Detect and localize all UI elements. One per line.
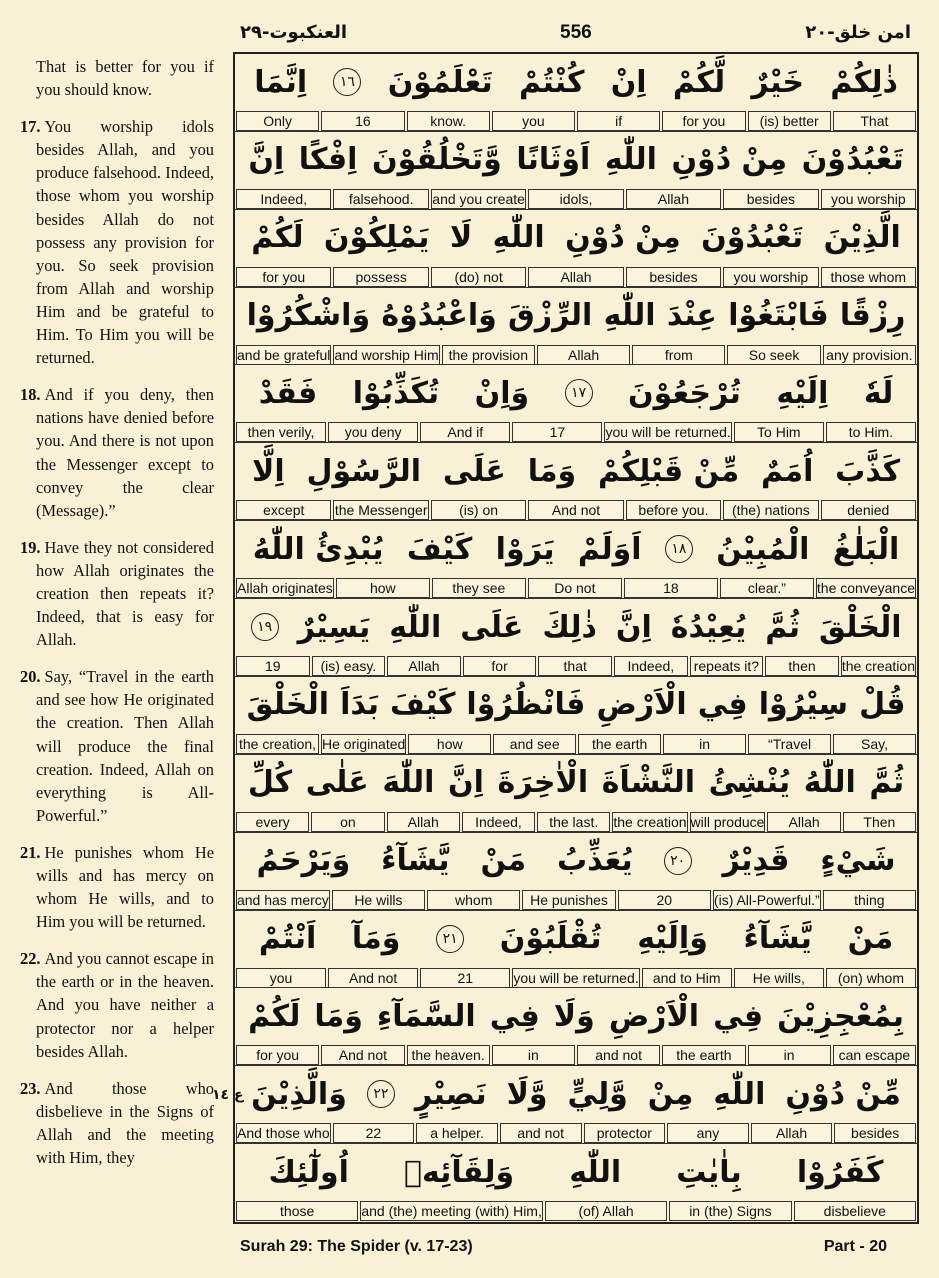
arabic-word: يَّشَآءُ <box>743 921 812 957</box>
arabic-text-row <box>235 210 917 266</box>
verse-line <box>235 911 917 989</box>
english-gloss-cell: then <box>765 656 839 676</box>
english-gloss-cell: any <box>667 1123 749 1143</box>
english-gloss-cell: those <box>236 1201 358 1221</box>
translation-text: And if you deny, then nations have denied before you. And there is not upon the Messenger except to convey the clear (Message).” <box>36 385 214 520</box>
arabic-word: اللّٰهَ <box>382 765 435 801</box>
arabic-word: اللّٰهِ <box>604 142 657 178</box>
english-gloss-cell: for <box>463 656 537 676</box>
english-gloss-cell: and worship Him <box>334 346 439 363</box>
footer-surah-title: Surah 29: The Spider (v. 17-23) <box>240 1238 473 1255</box>
english-gloss-cell: every <box>236 812 309 832</box>
english-gloss-cell: Allah <box>751 1123 833 1143</box>
arabic-text-row <box>235 988 917 1044</box>
translation-paragraph <box>20 947 214 1062</box>
verse-line <box>235 210 917 288</box>
english-gloss-cell: possess <box>333 267 428 287</box>
arabic-word: تُكَذِّبُوْا <box>352 375 440 411</box>
arabic-word: تَعْبُدُوْنَ <box>701 220 804 256</box>
english-gloss-row <box>235 890 917 910</box>
translation-text: And you cannot escape in the earth or in the heaven. And you have neither a protector nor a helper besides Allah. <box>36 949 214 1061</box>
english-gloss-row <box>235 578 917 598</box>
english-gloss-cell: you worship <box>723 267 818 287</box>
english-gloss-cell: those whom <box>821 267 916 287</box>
english-gloss-cell: Allah <box>537 345 630 365</box>
ayah-number-marker: ١٦ <box>333 68 361 96</box>
verse-line <box>235 677 917 755</box>
english-gloss-cell: (on) whom <box>826 968 916 988</box>
arabic-word: وَّتَخْلُقُوْنَ <box>371 142 502 178</box>
english-gloss-cell: the provision <box>442 345 535 365</box>
english-gloss-cell: besides <box>834 1123 916 1143</box>
english-gloss-cell: in <box>748 1045 831 1065</box>
english-gloss-cell: disbelieve <box>794 1201 916 1221</box>
english-gloss-cell: And if <box>420 422 510 442</box>
english-gloss-cell: besides <box>723 189 818 209</box>
english-gloss-cell: (the) nations <box>723 500 818 520</box>
arabic-word: اُولٰٓئِكَ <box>268 1154 349 1190</box>
arabic-word: وَلِقَآئِهٖ <box>403 1154 515 1190</box>
english-gloss-cell: And not <box>328 968 418 988</box>
english-gloss-row <box>235 111 917 131</box>
arabic-word: عِنْدَ <box>666 298 717 334</box>
arabic-word: الَّذِيْنَ <box>823 220 901 256</box>
english-gloss-cell: So seek <box>727 345 820 365</box>
verse-number: 17. <box>20 117 41 137</box>
ayah-number-marker: ٢١ <box>436 925 464 953</box>
arabic-word: اِلَّا <box>252 453 285 489</box>
verse-number: 20. <box>20 667 41 687</box>
arabic-word: لَكُمْ <box>248 998 301 1034</box>
arabic-word: اِفْكًا <box>298 142 358 178</box>
english-gloss-cell: the Messenger <box>334 502 428 519</box>
translation-text: And those who disbelieve in the Signs of Allah and the meeting with Him, they <box>36 1078 214 1168</box>
english-gloss-cell: you deny <box>328 422 418 442</box>
arabic-text-row <box>235 911 917 967</box>
english-gloss-cell: the creation, <box>236 734 319 754</box>
verse-number: 22. <box>20 949 41 969</box>
arabic-word: وَيَرْحَمُ <box>256 843 351 879</box>
arabic-word: شَيْءٍ <box>820 843 896 879</box>
english-gloss-cell: Allah <box>528 267 623 287</box>
english-gloss-cell: if <box>577 111 660 131</box>
translation-text: That is better for you if you should know. <box>36 57 214 100</box>
english-gloss-row <box>235 1201 917 1221</box>
english-gloss-cell: the earth <box>662 1045 745 1065</box>
english-gloss-cell: before you. <box>626 500 721 520</box>
arabic-text-row <box>235 288 917 344</box>
arabic-word: اِنَّمَا <box>254 64 308 100</box>
arabic-word: فَقَدْ <box>258 375 318 411</box>
english-gloss-cell: whom <box>427 890 520 910</box>
arabic-word: يَرَوْا <box>495 531 555 567</box>
arabic-word: ثُمَّ <box>869 765 905 801</box>
english-gloss-cell: you <box>236 968 326 988</box>
english-gloss-cell: besides <box>626 267 721 287</box>
arabic-text-row <box>235 1144 917 1200</box>
arabic-word: بِمُعْجِزِيْنَ <box>777 998 904 1034</box>
english-gloss-cell: Indeed, <box>614 656 688 676</box>
arabic-text-row <box>235 132 917 188</box>
arabic-word: خَيْرٌ <box>751 64 804 100</box>
verse-line <box>235 365 917 443</box>
english-gloss-cell: protector <box>584 1123 666 1143</box>
arabic-word: اَوْثَانًا <box>516 142 591 178</box>
arabic-word: فَانْظُرُوْا <box>466 687 586 723</box>
english-gloss-cell: Only <box>236 111 319 131</box>
english-gloss-cell: 22 <box>333 1123 415 1143</box>
english-gloss-cell: then verily, <box>236 422 326 442</box>
header-part-name: امن خلق-٢٠ <box>805 22 911 43</box>
arabic-word: نَصِيْرٍ <box>414 1076 487 1112</box>
arabic-word: الْاَرْضِ <box>608 998 700 1034</box>
arabic-word: كُنْتُمْ <box>518 64 585 100</box>
english-gloss-cell: and not <box>577 1045 660 1065</box>
english-gloss-cell: know. <box>407 111 490 131</box>
arabic-word: اِنَّ <box>248 142 285 178</box>
arabic-word: اَوَلَمْ <box>577 531 642 567</box>
english-gloss-cell: the creation <box>841 658 915 675</box>
verse-line <box>235 288 917 366</box>
arabic-word: فَابْتَغُوْا <box>728 298 829 334</box>
english-gloss-cell: for you <box>236 1045 319 1065</box>
english-gloss-cell: in (the) Signs <box>669 1201 791 1221</box>
arabic-word: فِي <box>713 998 764 1034</box>
arabic-text-row <box>235 833 917 889</box>
arabic-word: فِي <box>489 998 540 1034</box>
arabic-word: مِنْ <box>647 1076 694 1112</box>
english-gloss-cell: a helper. <box>416 1123 498 1143</box>
arabic-word: اللّٰهِ <box>389 609 442 645</box>
arabic-word: يُنْشِئُ <box>708 765 791 801</box>
header-surah-name: العنكبوت-٢٩ <box>240 22 348 43</box>
english-gloss-cell: the heaven. <box>407 1045 490 1065</box>
arabic-text-row <box>235 677 917 733</box>
arabic-word: فِي <box>697 687 748 723</box>
arabic-word: وَمَا <box>314 998 363 1034</box>
english-gloss-cell: Do not <box>528 578 622 598</box>
english-gloss-cell: Allah <box>767 812 840 832</box>
english-gloss-row <box>235 812 917 832</box>
arabic-word: وَّلِيٍّ <box>567 1076 628 1112</box>
ayah-number-marker: ١٩ <box>251 613 279 641</box>
english-gloss-cell: (is) better <box>748 111 831 131</box>
english-gloss-cell: on <box>311 812 384 832</box>
english-gloss-cell: the conveyance <box>816 580 915 597</box>
arabic-word: مِّنْ دُوْنِ <box>785 1076 902 1112</box>
arabic-text-row <box>235 443 917 499</box>
arabic-text-row <box>235 365 917 421</box>
english-gloss-cell: He originated <box>322 735 406 752</box>
english-gloss-cell: He punishes <box>522 890 615 910</box>
arabic-word: مَنْ <box>480 843 527 879</box>
arabic-word: اِلَيْهِ <box>776 375 829 411</box>
arabic-word: سِيْرُوْا <box>758 687 849 723</box>
english-gloss-cell: Say, <box>833 734 916 754</box>
verse-line <box>235 521 917 599</box>
english-gloss-cell: Then <box>843 812 916 832</box>
arabic-word: الْاَرْضِ <box>596 687 687 723</box>
english-gloss-cell: for you <box>236 267 331 287</box>
english-gloss-cell: Allah <box>626 189 721 209</box>
arabic-word: عَلَى <box>442 453 506 489</box>
arabic-word: وَمَا <box>527 453 577 489</box>
arabic-word: اُمَمٌ <box>760 453 814 489</box>
english-gloss-cell: from <box>632 345 725 365</box>
translation-paragraph <box>20 383 214 522</box>
ayah-number-marker: ١٨ <box>665 535 693 563</box>
arabic-text-row <box>235 521 917 577</box>
english-gloss-cell: clear.” <box>720 578 814 598</box>
word-by-word-panel <box>233 52 919 1224</box>
verse-number: 19. <box>20 537 41 557</box>
arabic-word: ثُمَّ <box>765 609 801 645</box>
english-gloss-cell: He wills <box>332 890 425 910</box>
translation-paragraph <box>20 536 214 651</box>
arabic-word: مَنْ <box>847 921 894 957</box>
verse-number: 18. <box>20 385 41 405</box>
arabic-word: مِنْ دُوْنِ <box>671 142 788 178</box>
verse-number: 21. <box>20 842 41 862</box>
arabic-word: قُلْ <box>859 687 906 723</box>
english-gloss-cell: you will be returned. <box>513 969 639 986</box>
arabic-word: تُقْلَبُوْنَ <box>499 921 602 957</box>
arabic-word: تَعْلَمُوْنَ <box>387 64 493 100</box>
arabic-word: عَلٰى <box>305 765 369 801</box>
english-gloss-cell: idols, <box>528 189 623 209</box>
arabic-word: وَلَا <box>553 998 595 1034</box>
translation-text: He punishes whom He wills and has mercy on whom He wills, and to Him you will be returned. <box>36 842 214 932</box>
translation-paragraph <box>20 665 214 827</box>
arabic-word: اِنَّ <box>448 765 484 801</box>
arabic-word: الْمُبِيْنُ <box>716 531 810 567</box>
arabic-word: اللّٰهِ <box>713 1076 766 1112</box>
english-gloss-cell: To Him <box>734 422 824 442</box>
english-gloss-row <box>235 500 917 520</box>
verse-line <box>235 599 917 677</box>
arabic-word: وَاِنْ <box>474 375 530 411</box>
arabic-word: الرِّزْقَ <box>508 298 593 334</box>
english-gloss-row <box>235 1045 917 1065</box>
english-gloss-cell: Allah originates <box>237 580 333 597</box>
english-gloss-row <box>235 1123 917 1143</box>
arabic-word: كُلِّ <box>247 765 293 801</box>
footer-part: Part - 20 <box>823 1238 887 1255</box>
english-gloss-cell: 20 <box>618 890 711 910</box>
arabic-word: الْبَلٰغُ <box>832 531 900 567</box>
english-gloss-cell: thing <box>823 890 916 910</box>
verse-line <box>235 132 917 210</box>
english-gloss-cell: and has mercy <box>236 891 329 908</box>
arabic-word: ذٰلِكَ <box>542 609 597 645</box>
arabic-word: قَدِيْرٌ <box>722 843 790 879</box>
arabic-text-row <box>235 1066 917 1122</box>
english-gloss-cell: “Travel <box>748 734 831 754</box>
arabic-word: الرَّسُوْلِ <box>306 453 421 489</box>
verse-line <box>235 988 917 1066</box>
english-gloss-cell: you worship <box>821 189 916 209</box>
verse-line <box>235 833 917 911</box>
ayah-number-marker: ٢٢ <box>367 1080 395 1108</box>
arabic-word: اِنَّ <box>615 609 652 645</box>
arabic-word: الْاٰخِرَةَ <box>497 765 589 801</box>
translation-column <box>20 55 214 1183</box>
translation-text: Say, “Travel in the earth and see how He originated the creation. Then Allah will produce the final creation. Indeed, Allah on everything is All-Powerful.” <box>36 667 214 825</box>
arabic-word: رِزْقًا <box>839 298 906 334</box>
translation-paragraph <box>20 841 214 933</box>
english-gloss-cell: (of) Allah <box>545 1201 667 1221</box>
arabic-word: لَا <box>449 220 473 256</box>
arabic-word: يَسِيْرٌ <box>297 609 371 645</box>
page-number: 556 <box>560 22 592 43</box>
english-gloss-cell: repeats it? <box>690 656 764 676</box>
english-gloss-row <box>235 422 917 442</box>
english-gloss-cell: That <box>833 111 916 131</box>
arabic-word: النَّشْاَةَ <box>601 765 696 801</box>
arabic-word: لَكُمْ <box>251 220 304 256</box>
english-gloss-cell: Allah <box>387 812 460 832</box>
english-gloss-cell: they see <box>432 578 526 598</box>
translation-paragraph <box>20 115 214 369</box>
english-gloss-cell: 18 <box>624 578 718 598</box>
english-gloss-row <box>235 968 917 988</box>
arabic-word: اللّٰهُ <box>803 765 856 801</box>
english-gloss-cell: Allah <box>387 656 461 676</box>
arabic-word: اللّٰهِ <box>603 298 656 334</box>
english-gloss-row <box>235 734 917 754</box>
arabic-word: يَمْلِكُوْنَ <box>323 220 430 256</box>
arabic-text-row <box>235 755 917 811</box>
english-gloss-cell: 19 <box>236 656 310 676</box>
english-gloss-cell: except <box>236 500 331 520</box>
english-gloss-cell: in <box>663 734 746 754</box>
arabic-word: تُرْجَعُوْنَ <box>628 375 741 411</box>
arabic-word: اِنْ <box>610 64 647 100</box>
english-gloss-cell: 16 <box>321 111 404 131</box>
arabic-word: وَاعْبُدُوْهُ <box>381 298 497 334</box>
verse-line <box>235 443 917 521</box>
ayah-number-marker: ١٧ <box>565 379 593 407</box>
english-gloss-cell: the earth <box>578 734 661 754</box>
translation-paragraph <box>20 55 214 101</box>
arabic-word: ذٰلِكُمْ <box>830 64 898 100</box>
english-gloss-cell: you will be returned. <box>605 424 731 441</box>
verse-line <box>235 1144 917 1222</box>
english-gloss-row <box>235 345 917 365</box>
english-gloss-cell: the last. <box>537 812 610 832</box>
ayah-number-marker: ٢٠ <box>664 847 692 875</box>
arabic-word: بَدَاَ <box>340 687 379 723</box>
arabic-word: لَّكُمْ <box>672 64 726 100</box>
arabic-word: يُعِيْدُهٗ <box>670 609 747 645</box>
verse-line <box>235 755 917 833</box>
english-gloss-row <box>235 267 917 287</box>
english-gloss-cell: and not <box>500 1123 582 1143</box>
english-gloss-cell: that <box>538 656 612 676</box>
verse-line <box>235 54 917 132</box>
english-gloss-cell: the creation <box>613 813 687 830</box>
english-gloss-cell: And not <box>528 500 623 520</box>
english-gloss-cell: and to Him <box>642 968 732 988</box>
arabic-word: كَيْفَ <box>406 531 473 567</box>
arabic-word: بِاٰيٰتِ <box>676 1154 742 1190</box>
arabic-word: لَهٗ <box>863 375 894 411</box>
arabic-word: يُعَذِّبُ <box>556 843 633 879</box>
english-gloss-cell: any provision. <box>823 345 916 365</box>
english-gloss-row <box>235 189 917 209</box>
english-gloss-cell: (is) on <box>431 500 526 520</box>
ruku-marker: ع ١٤ <box>212 1087 244 1103</box>
arabic-word: الْخَلْقَ <box>246 687 330 723</box>
arabic-word: تَعْبُدُوْنَ <box>801 142 904 178</box>
translation-text: You worship idols besides Allah, and you produce falsehood. Indeed, those whom you worship besides Allah do not possess any provision for you. So seek provision from Allah and worship Him and be grateful to Him. To Him you will be returned. <box>36 117 214 368</box>
arabic-word: يَّشَآءُ <box>381 843 450 879</box>
english-gloss-cell: 17 <box>512 422 602 442</box>
english-gloss-cell: Indeed, <box>236 189 331 209</box>
verse-number: 23. <box>20 1078 41 1098</box>
arabic-word: اللّٰهِ <box>492 220 545 256</box>
english-gloss-cell: and (the) meeting (with) Him, <box>361 1203 542 1220</box>
arabic-word: كَيْفَ <box>389 687 456 723</box>
arabic-word: اللّٰهِ <box>569 1154 622 1190</box>
arabic-word: وَّلَا <box>506 1076 548 1112</box>
arabic-word: وَاِلَيْهِ <box>637 921 708 957</box>
english-gloss-cell: He wills, <box>734 968 824 988</box>
english-gloss-cell: 21 <box>420 968 510 988</box>
translation-text: Have they not considered how Allah originates the creation then repeats it? Indeed, that is easy for Allah. <box>36 537 214 650</box>
arabic-word: يُبْدِئُ اللّٰهُ <box>252 531 384 567</box>
arabic-word: مِّنْ قَبْلِكُمْ <box>598 453 740 489</box>
english-gloss-cell: you <box>492 111 575 131</box>
english-gloss-cell: to Him. <box>826 422 916 442</box>
english-gloss-cell: (is) All-Powerful.” <box>713 891 820 908</box>
arabic-word: وَمَآ <box>351 921 401 957</box>
arabic-text-row <box>235 54 917 110</box>
english-gloss-cell: And those who <box>237 1125 330 1142</box>
english-gloss-cell: and you create <box>432 190 525 207</box>
english-gloss-cell: how <box>336 578 430 598</box>
arabic-word: السَّمَآءِ <box>376 998 476 1034</box>
arabic-text-row <box>235 599 917 655</box>
english-gloss-cell: (is) easy. <box>312 656 386 676</box>
english-gloss-cell: how <box>408 734 491 754</box>
english-gloss-cell: And not <box>321 1045 404 1065</box>
verse-line <box>235 1066 917 1144</box>
arabic-word: وَالَّذِيْنَ <box>251 1076 347 1112</box>
arabic-word: مِنْ دُوْنِ <box>565 220 681 256</box>
english-gloss-cell: and be grateful <box>237 346 331 363</box>
arabic-word: كَفَرُوْا <box>796 1154 884 1190</box>
english-gloss-cell: in <box>492 1045 575 1065</box>
arabic-word: عَلَى <box>460 609 524 645</box>
english-gloss-cell: falsehood. <box>333 189 428 209</box>
translation-paragraph <box>20 1077 214 1169</box>
english-gloss-cell: and see <box>493 734 576 754</box>
arabic-word: كَذَّبَ <box>835 453 901 489</box>
english-gloss-row <box>235 656 917 676</box>
arabic-word: وَاشْكُرُوْا <box>246 298 371 334</box>
english-gloss-cell: denied <box>821 500 916 520</box>
english-gloss-cell: for you <box>662 111 745 131</box>
english-gloss-cell: (do) not <box>431 267 526 287</box>
english-gloss-cell: can escape <box>833 1045 916 1065</box>
arabic-word: اَنْتُمْ <box>258 921 317 957</box>
english-gloss-cell: will produce <box>690 813 765 830</box>
english-gloss-cell: Indeed, <box>462 812 535 832</box>
arabic-word: الْخَلْقَ <box>819 609 902 645</box>
